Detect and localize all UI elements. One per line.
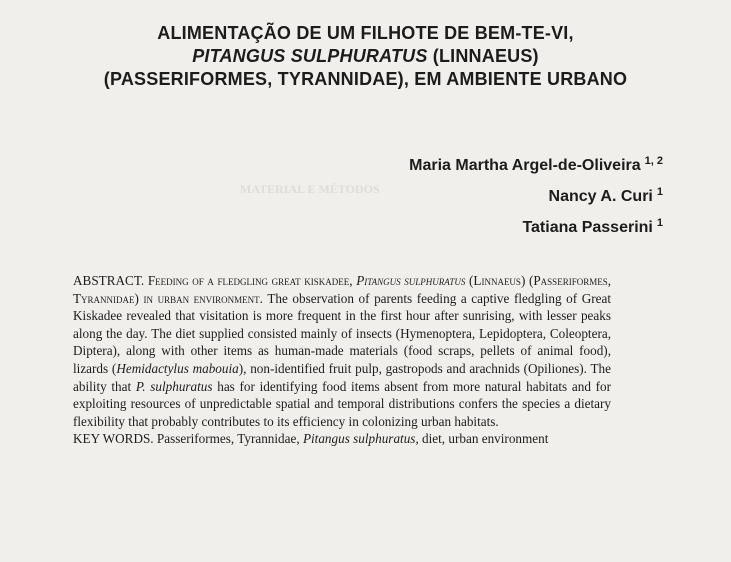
article-title	[40, 22, 691, 91]
author-name: Nancy A. Curi	[548, 188, 653, 205]
author	[409, 148, 663, 179]
keywords-paragraph: KEY WORDS. Passeriformes, Tyrannidae, Pitangus sulphuratus, diet, urban environment	[73, 431, 549, 447]
keywords-species: Pitangus sulphuratus	[302, 431, 416, 447]
author-name: Tatiana Passerini	[522, 219, 653, 236]
abstract-lizard-species: Hemidactylus mabouia	[116, 360, 239, 376]
abstract-body: The observation of parents feeding a captive fledgling of Great Kiskadee revealed that visitation is more frequent in the first hour after sunrising, with lesser peaks along the day. The diet supplied consisted mainly of insects (Hymenoptera, Lepidoptera, Coleoptera, Diptera), along with other items as human-made materials (food scraps, pellets of animal food), lizards (	[73, 290, 612, 376]
author-affiliation: 1, 2	[644, 155, 663, 167]
author-affiliation: 1	[656, 186, 663, 198]
abstract-heading: Feeding of a fledgling great kiskadee, Pitangus sulphuratus (Linnaeus) (Passeriformes, Tyrannidae) in urban environment.	[73, 273, 611, 306]
abstract-species-short: P. sulphuratus	[135, 378, 213, 394]
author-affiliation: 1	[656, 217, 663, 229]
abstract-heading-species: Pitangus sulphuratus	[356, 273, 466, 288]
author-list	[409, 148, 663, 241]
author-name: Maria Martha Argel-de-Oliveira	[409, 157, 641, 174]
author	[409, 179, 663, 210]
title-line-3: (PASSERIFORMES, TYRANNIDAE), EM AMBIENTE URBANO	[103, 69, 628, 89]
author	[409, 210, 663, 241]
abstract-paragraph: ABSTRACT. Feeding of a fledgling great kiskadee, Pitangus sulphuratus (Linnaeus) (Passeriformes, Tyrannidae) in urban environment. The observation of parents feeding a captive fledgling of Great Kiskadee revealed that visitation is more frequent in the first hour after sunrising, with lesser peaks along the day. The diet supplied consisted mainly of insects (Hymenoptera, Lepidoptera, Coleoptera, Diptera), along with other items as human-made materials (food scraps, pellets of animal food), lizards (Hemidactylus mabouia), non-identified fruit pulp, gastropods and arachnids (Opiliones). The ability that P. sulphuratus has for identifying food items absent from more natural habitats and for exploiting resources of unpredictable spatial and temporal distributions confers the species a dietary flexibility that probably contributes to its efficiency in colonizing urban habitats.	[73, 273, 612, 429]
title-line-1: ALIMENTAÇÃO DE UM FILHOTE DE BEM-TE-VI,	[157, 23, 574, 43]
title-authority: (LINNAEUS)	[427, 46, 539, 66]
title-line-2	[40, 45, 691, 68]
title-species-name: PITANGUS SULPHURATUS	[192, 46, 428, 66]
keywords-label: KEY WORDS.	[73, 431, 154, 447]
bleed-through-text: MATERIAL E MÉTODOS	[240, 182, 380, 196]
abstract-section	[73, 272, 611, 448]
abstract-label: ABSTRACT.	[73, 273, 145, 288]
